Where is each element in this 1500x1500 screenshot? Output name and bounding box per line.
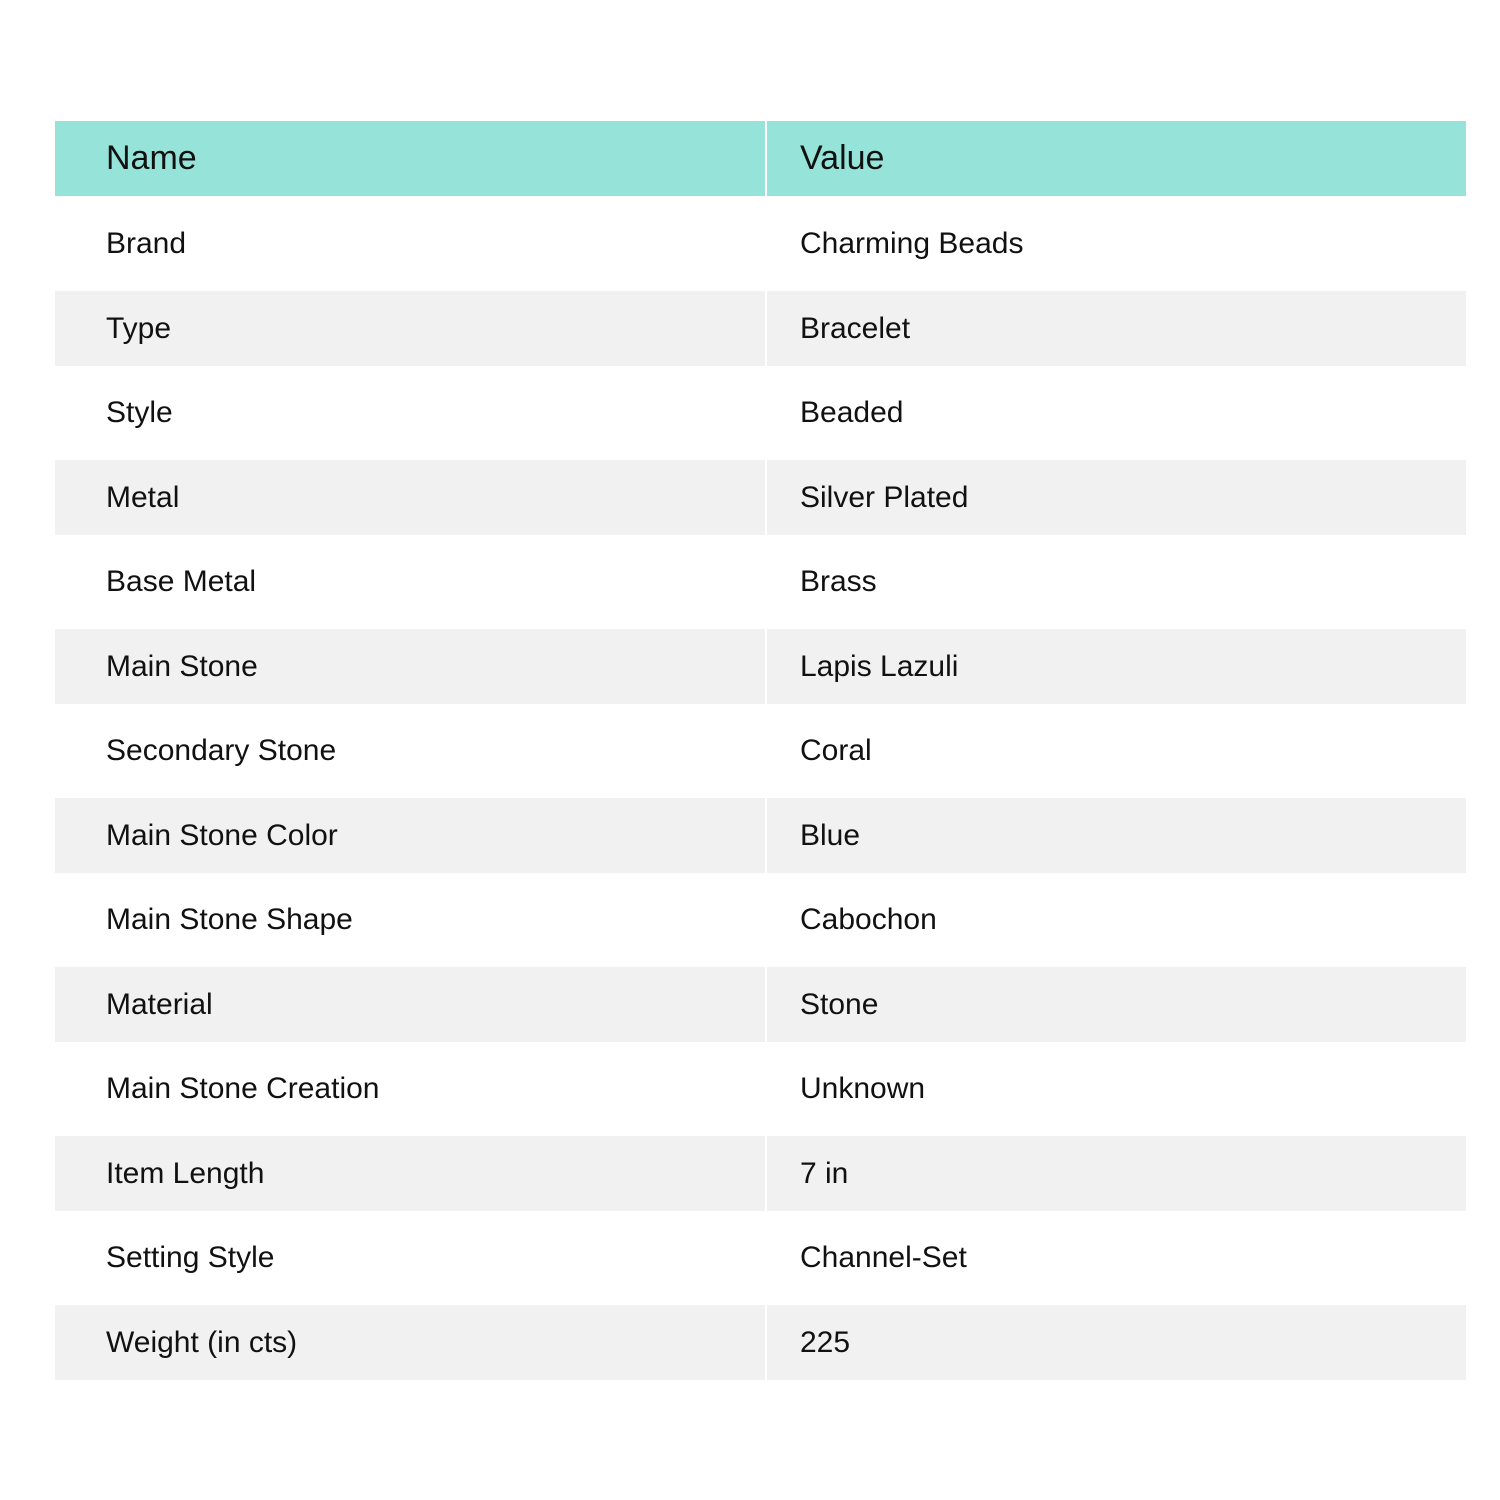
row-name-cell: Style xyxy=(55,366,766,460)
row-value-cell: Unknown xyxy=(766,1042,1466,1136)
row-name-cell: Main Stone Shape xyxy=(55,873,766,967)
spec-table xyxy=(55,121,1466,1380)
row-value-cell: Stone xyxy=(766,967,1466,1042)
row-name-cell: Weight (in cts) xyxy=(55,1305,766,1380)
table-row xyxy=(55,967,1466,1042)
table-row xyxy=(55,460,1466,535)
row-name-cell: Metal xyxy=(55,460,766,535)
table-row xyxy=(55,1042,1466,1136)
table-header-row xyxy=(55,121,1466,197)
table-row xyxy=(55,873,1466,967)
row-value-cell: Silver Plated xyxy=(766,460,1466,535)
table-row xyxy=(55,798,1466,873)
row-value-cell: Blue xyxy=(766,798,1466,873)
row-value-cell: Brass xyxy=(766,535,1466,629)
row-name-cell: Main Stone Color xyxy=(55,798,766,873)
row-value-cell: Charming Beads xyxy=(766,197,1466,292)
row-value-cell: Bracelet xyxy=(766,291,1466,366)
table-row xyxy=(55,366,1466,460)
row-value-cell: 225 xyxy=(766,1305,1466,1380)
table-row xyxy=(55,197,1466,292)
row-name-cell: Item Length xyxy=(55,1136,766,1211)
row-value-cell: Beaded xyxy=(766,366,1466,460)
column-header-name: Name xyxy=(55,121,766,197)
column-header-value: Value xyxy=(766,121,1466,197)
row-value-cell: Coral xyxy=(766,704,1466,798)
row-value-cell: Channel-Set xyxy=(766,1211,1466,1305)
table-row xyxy=(55,535,1466,629)
table-row xyxy=(55,704,1466,798)
row-name-cell: Brand xyxy=(55,197,766,292)
row-name-cell: Main Stone Creation xyxy=(55,1042,766,1136)
table-row xyxy=(55,291,1466,366)
table-row xyxy=(55,1136,1466,1211)
row-name-cell: Base Metal xyxy=(55,535,766,629)
row-value-cell: 7 in xyxy=(766,1136,1466,1211)
table-row xyxy=(55,1211,1466,1305)
row-name-cell: Material xyxy=(55,967,766,1042)
row-value-cell: Lapis Lazuli xyxy=(766,629,1466,704)
row-name-cell: Main Stone xyxy=(55,629,766,704)
row-name-cell: Type xyxy=(55,291,766,366)
row-name-cell: Setting Style xyxy=(55,1211,766,1305)
row-name-cell: Secondary Stone xyxy=(55,704,766,798)
table-row xyxy=(55,629,1466,704)
table-row xyxy=(55,1305,1466,1380)
row-value-cell: Cabochon xyxy=(766,873,1466,967)
